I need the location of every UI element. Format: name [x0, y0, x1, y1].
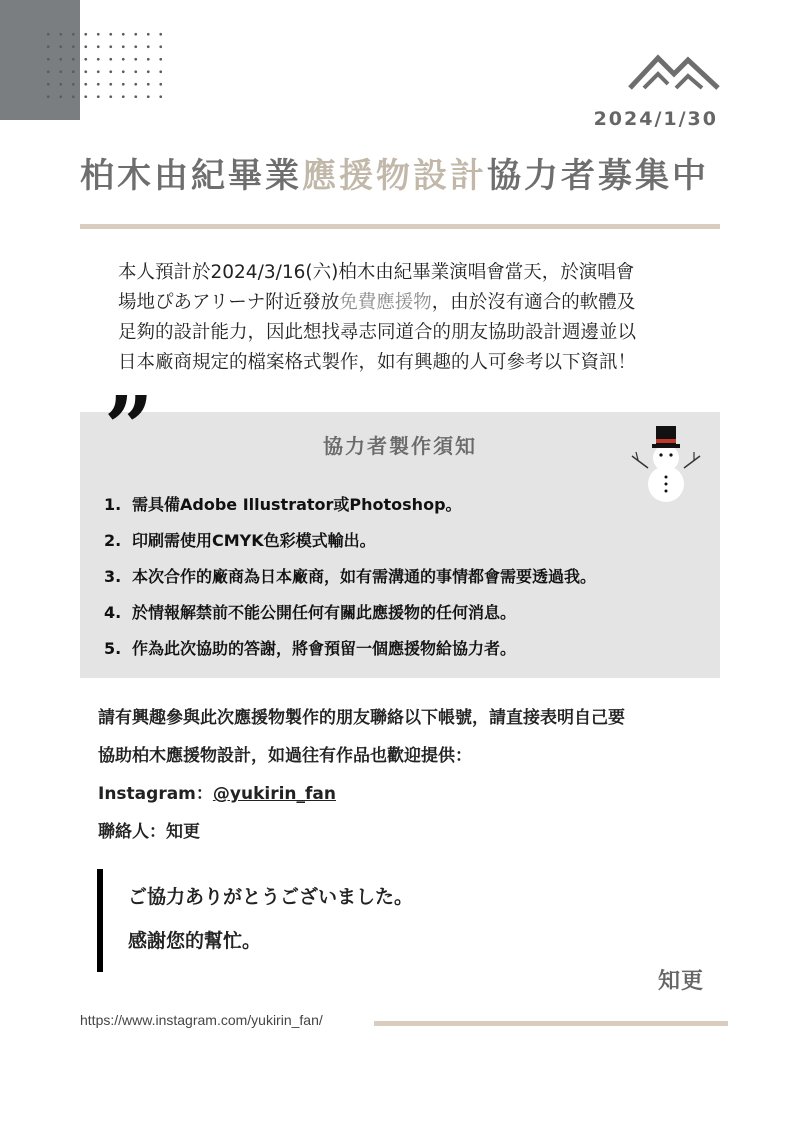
page-title	[80, 148, 720, 197]
instagram-line	[98, 780, 718, 818]
instagram-label: Instagram：	[98, 784, 213, 804]
notice-item-text: 本次合作的廠商為日本廠商，如有需溝通的事情都會需要透過我。	[132, 567, 597, 586]
notice-item	[104, 492, 462, 515]
intro-text: ，由於沒有適合的軟體及	[431, 292, 636, 313]
notice-item	[104, 600, 516, 623]
contact-line: 協助柏木應援物設計，如過往有作品也歡迎提供：	[98, 746, 472, 766]
date-label: 2024/1/30	[593, 108, 718, 130]
notice-item-text: 需具備Adobe Illustrator或Photoshop。	[132, 495, 462, 514]
intro-highlight: 免費應援物	[339, 292, 432, 313]
intro-line: 日本廠商規定的檔案格式製作，如有興趣的人可參考以下資訊！	[118, 352, 637, 373]
title-post: 協力者募集中	[487, 156, 709, 196]
footer-url-link[interactable]: https://www.instagram.com/yukirin_fan/	[80, 1012, 323, 1028]
signature: 知更	[657, 969, 704, 994]
snowman-icon	[628, 426, 704, 504]
intro-line	[118, 288, 698, 318]
quote-mark-icon: ”	[104, 378, 146, 479]
notice-item-num: 2.	[104, 531, 122, 550]
notice-item	[104, 564, 596, 587]
notice-item-text: 印刷需使用CMYK色彩模式輸出。	[132, 531, 376, 550]
intro-line: 本人預計於2024/3/16(六)柏木由紀畢業演唱會當天，於演唱會	[118, 262, 635, 283]
thanks-line: 感謝您的幫忙。	[128, 930, 262, 952]
notice-item	[104, 528, 376, 551]
title-highlight: 應援物設計	[302, 156, 487, 196]
contact-person: 聯絡人：知更	[98, 822, 200, 842]
thanks-line: ご協力ありがとうございました。	[128, 886, 414, 908]
dot-pattern	[42, 28, 162, 98]
intro-text: 場地ぴあアリーナ附近發放	[118, 292, 340, 313]
notice-item-text: 作為此次協助的答謝，將會預留一個應援物給協力者。	[132, 639, 517, 658]
intro-line: 足夠的設計能力，因此想找尋志同道合的朋友協助設計週邊並以	[118, 322, 637, 343]
instagram-handle-link[interactable]: @yukirin_fan	[212, 784, 336, 804]
notice-item-num: 5.	[104, 639, 122, 658]
footer-divider	[374, 1021, 728, 1026]
title-divider	[80, 224, 720, 229]
notice-item-text: 於情報解禁前不能公開任何有關此應援物的任何消息。	[132, 603, 517, 622]
notice-title: 協力者製作須知	[323, 434, 477, 458]
mountain-logo-icon	[628, 50, 720, 92]
thanks-bar	[97, 869, 103, 972]
notice-item-num: 1.	[104, 495, 122, 514]
intro-paragraph	[118, 258, 698, 378]
contact-line: 請有興趣參與此次應援物製作的朋友聯絡以下帳號，請直接表明自己要	[98, 708, 625, 728]
notice-item	[104, 636, 516, 659]
title-pre: 柏木由紀畢業	[80, 156, 302, 196]
notice-panel	[80, 412, 720, 678]
notice-item-num: 3.	[104, 567, 122, 586]
thanks-block	[128, 882, 413, 970]
contact-section	[98, 704, 718, 856]
notice-item-num: 4.	[104, 603, 122, 622]
